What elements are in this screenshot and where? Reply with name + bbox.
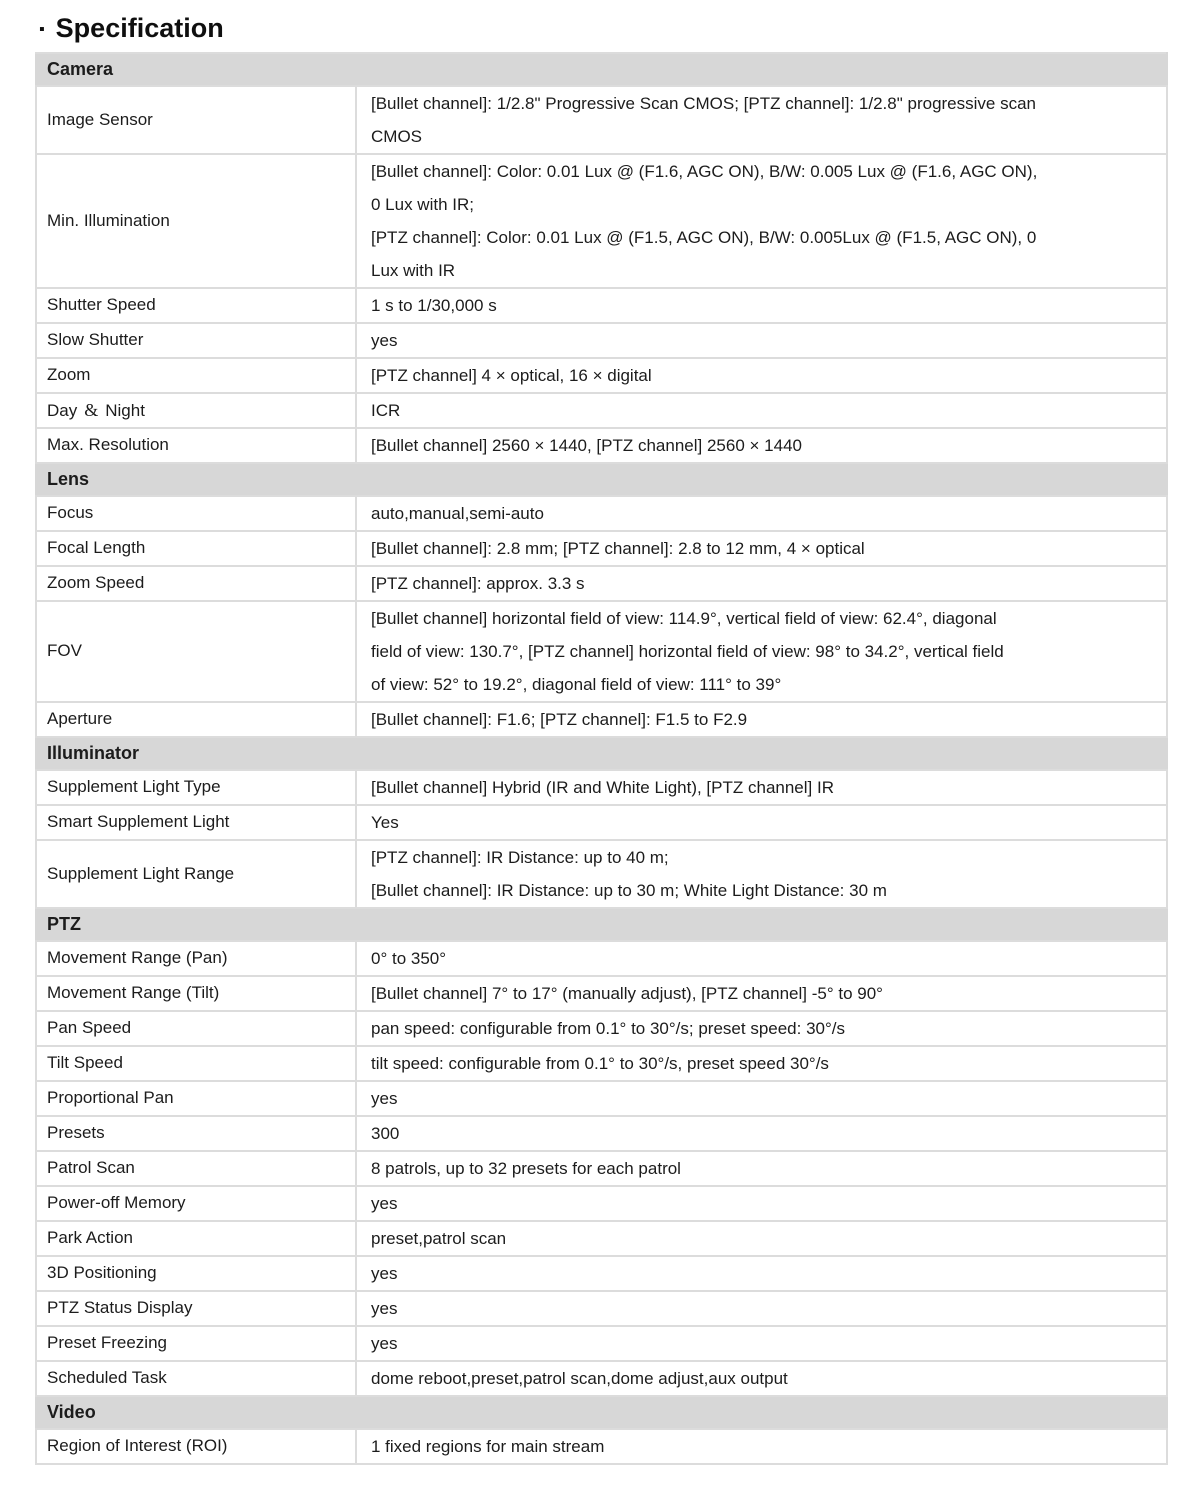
spec-value [356,1081,1167,1116]
spec-value [356,1429,1167,1464]
spec-value [356,770,1167,805]
spec-value [356,702,1167,737]
spec-label: Supplement Light Range [36,840,356,908]
spec-row-tilt-speed [36,1046,1167,1081]
spec-row-3d-positioning [36,1256,1167,1291]
spec-value [356,1186,1167,1221]
spec-row-preset-freezing [36,1326,1167,1361]
spec-row-ptz-status-display [36,1291,1167,1326]
spec-row-smart-supplement-light [36,805,1167,840]
spec-label: Supplement Light Type [36,770,356,805]
spec-label: Zoom [36,358,356,393]
spec-label: Slow Shutter [36,323,356,358]
section-header-lens [36,463,1167,496]
spec-value [356,601,1167,702]
spec-value [356,531,1167,566]
spec-value [356,288,1167,323]
spec-label: Image Sensor [36,86,356,154]
spec-label: Presets [36,1116,356,1151]
value-line: yes [371,330,398,350]
value-line: CMOS [371,126,422,146]
spec-row-zoom [36,358,1167,393]
value-line: [Bullet channel] 7° to 17° (manually adjust), [PTZ channel] -5° to 90° [371,983,883,1003]
section-title: Lens [36,463,1167,496]
spec-label: 3D Positioning [36,1256,356,1291]
value-line: [PTZ channel]: approx. 3.3 s [371,573,585,593]
spec-value [356,976,1167,1011]
spec-label: Aperture [36,702,356,737]
section-header-video [36,1396,1167,1429]
value-line: yes [371,1193,398,1213]
value-line: yes [371,1088,398,1108]
value-line: yes [371,1298,398,1318]
spec-row-day-night [36,393,1167,428]
spec-row-image-sensor [36,86,1167,154]
spec-value [356,840,1167,908]
spec-row-shutter-speed [36,288,1167,323]
value-line: [Bullet channel]: 2.8 mm; [PTZ channel]: 2.8 to 12 mm, 4 × optical [371,538,865,558]
value-line: 300 [371,1123,400,1143]
value-line: [Bullet channel] Hybrid (IR and White Light), [PTZ channel] IR [371,777,834,797]
spec-row-slow-shutter [36,323,1167,358]
spec-value [356,323,1167,358]
spec-value [356,1361,1167,1396]
value-line: field of view: 130.7°, [PTZ channel] horizontal field of view: 98° to 34.2°, vertical field [371,641,1004,661]
value-line: 8 patrols, up to 32 presets for each patrol [371,1158,681,1178]
section-header-illuminator [36,737,1167,770]
spec-label: Tilt Speed [36,1046,356,1081]
value-line: dome reboot,preset,patrol scan,dome adjust,aux output [371,1368,788,1388]
spec-row-fov [36,601,1167,702]
value-line: [Bullet channel]: Color: 0.01 Lux @ (F1.6, AGC ON), B/W: 0.005 Lux @ (F1.6, AGC ON), [371,161,1038,181]
spec-value [356,1011,1167,1046]
page-title-text: Specification [55,13,224,43]
spec-value [356,154,1167,288]
section-title: PTZ [36,908,1167,941]
spec-value [356,496,1167,531]
section-header-ptz [36,908,1167,941]
spec-label: Focus [36,496,356,531]
spec-label: Scheduled Task [36,1361,356,1396]
value-line: 1 s to 1/30,000 s [371,295,497,315]
spec-label: Shutter Speed [36,288,356,323]
spec-value [356,1116,1167,1151]
spec-value [356,1046,1167,1081]
spec-label: Day & Night [36,393,356,428]
value-line: 0 Lux with IR; [371,194,474,214]
spec-value [356,1291,1167,1326]
value-line: [PTZ channel]: Color: 0.01 Lux @ (F1.5, AGC ON), B/W: 0.005Lux @ (F1.5, AGC ON), 0 [371,227,1037,247]
spec-value [356,358,1167,393]
spec-label: PTZ Status Display [36,1291,356,1326]
spec-row-focal-length [36,531,1167,566]
section-title: Camera [36,53,1167,86]
value-line: yes [371,1333,398,1353]
value-line: [Bullet channel]: IR Distance: up to 30 m; White Light Distance: 30 m [371,880,887,900]
spec-value [356,1151,1167,1186]
spec-row-aperture [36,702,1167,737]
spec-row-focus [36,496,1167,531]
value-line: tilt speed: configurable from 0.1° to 30°/s, preset speed 30°/s [371,1053,829,1073]
spec-row-power-off-memory [36,1186,1167,1221]
spec-label: Region of Interest (ROI) [36,1429,356,1464]
spec-label: Movement Range (Pan) [36,941,356,976]
spec-row-pan-speed [36,1011,1167,1046]
spec-row-presets [36,1116,1167,1151]
value-line: 1 fixed regions for main stream [371,1436,605,1456]
value-line: [Bullet channel]: 1/2.8" Progressive Scan CMOS; [PTZ channel]: 1/2.8" progressive scan [371,93,1037,113]
spec-value [356,1256,1167,1291]
spec-row-max-resolution [36,428,1167,463]
spec-row-supplement-light-type [36,770,1167,805]
value-line: [Bullet channel] 2560 × 1440, [PTZ channel] 2560 × 1440 [371,435,802,455]
spec-label: Park Action [36,1221,356,1256]
spec-value [356,393,1167,428]
spec-row-scheduled-task [36,1361,1167,1396]
spec-label: Patrol Scan [36,1151,356,1186]
value-line: of view: 52° to 19.2°, diagonal field of view: 111° to 39° [371,674,782,694]
value-line: yes [371,1263,398,1283]
ampersand-glyph: & [84,399,99,420]
spec-label: Min. Illumination [36,154,356,288]
value-line: [PTZ channel] 4 × optical, 16 × digital [371,365,652,385]
spec-value [356,941,1167,976]
spec-label: Preset Freezing [36,1326,356,1361]
spec-row-proportional-pan [36,1081,1167,1116]
spec-label: Power-off Memory [36,1186,356,1221]
spec-row-supplement-light-range [36,840,1167,908]
value-line: [Bullet channel] horizontal field of view: 114.9°, vertical field of view: 62.4°, diagonal [371,608,997,628]
spec-row-movement-range-tilt [36,976,1167,1011]
spec-table-body [36,53,1167,1464]
spec-value [356,1221,1167,1256]
value-line: auto,manual,semi-auto [371,503,544,523]
section-title: Video [36,1396,1167,1429]
spec-row-region-of-interest-roi [36,1429,1167,1464]
spec-row-patrol-scan [36,1151,1167,1186]
value-line: ICR [371,400,401,420]
spec-row-min-illumination [36,154,1167,288]
value-line: Yes [371,812,399,832]
spec-value [356,428,1167,463]
spec-label: Movement Range (Tilt) [36,976,356,1011]
value-line: Lux with IR [371,260,456,280]
value-line: 0° to 350° [371,948,447,968]
spec-label: FOV [36,601,356,702]
spec-value [356,566,1167,601]
spec-label: Zoom Speed [36,566,356,601]
section-header-camera [36,53,1167,86]
spec-value [356,86,1167,154]
value-line: [Bullet channel]: F1.6; [PTZ channel]: F1.5 to F2.9 [371,709,748,729]
spec-label: Smart Supplement Light [36,805,356,840]
spec-label: Pan Speed [36,1011,356,1046]
spec-value [356,805,1167,840]
spec-label: Max. Resolution [36,428,356,463]
spec-value [356,1326,1167,1361]
value-line: preset,patrol scan [371,1228,507,1248]
spec-table [35,52,1168,1465]
page-title [39,14,1168,44]
spec-label: Proportional Pan [36,1081,356,1116]
spec-row-park-action [36,1221,1167,1256]
spec-row-movement-range-pan [36,941,1167,976]
value-line: pan speed: configurable from 0.1° to 30°/s; preset speed: 30°/s [371,1018,846,1038]
square-bullet-icon: ▪ [39,20,45,38]
value-line: [PTZ channel]: IR Distance: up to 40 m; [371,847,669,867]
spec-row-zoom-speed [36,566,1167,601]
spec-label: Focal Length [36,531,356,566]
section-title: Illuminator [36,737,1167,770]
